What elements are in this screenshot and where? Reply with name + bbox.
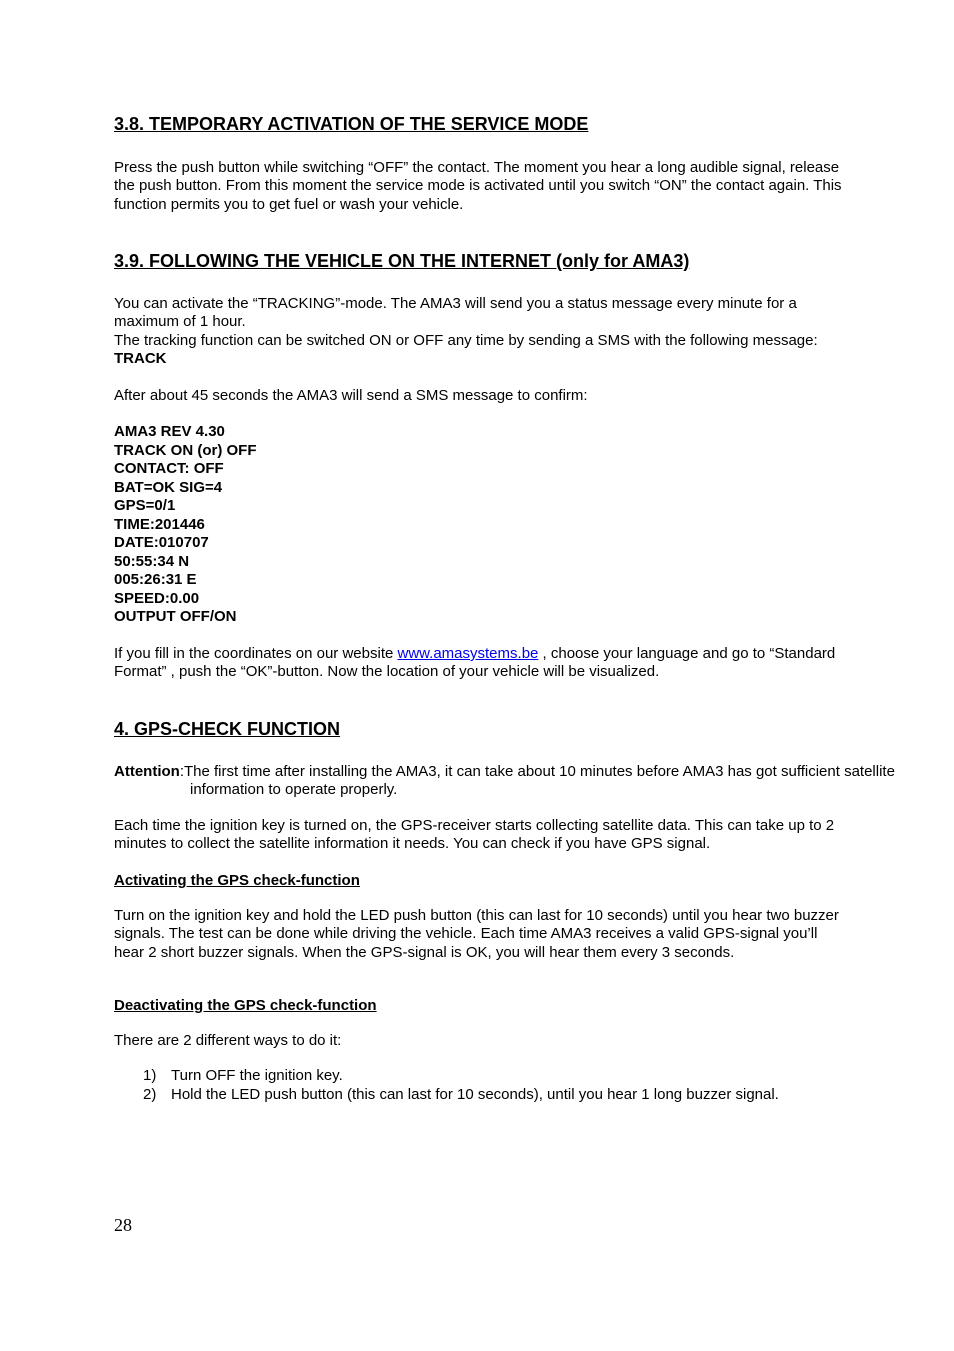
section-3-9-paragraph-2: After about 45 seconds the AMA3 will send a SMS message to confirm: — [114, 387, 588, 404]
section-4-paragraph-1: Each time the ignition key is turned on, the GPS-receiver starts collecting satellite data. This can take up to 2 minutes to collect the satellite information it needs. You can check if you have GPS signal. — [114, 817, 835, 853]
page-number: 28 — [114, 1215, 132, 1235]
status-line: 005:26:31 E — [114, 571, 197, 588]
status-line: TRACK ON (or) OFF — [114, 441, 257, 459]
website-intro-text: If you fill in the coordinates on our website — [114, 645, 398, 662]
status-line: DATE:010707 — [114, 534, 209, 551]
section-4-paragraph-2: Turn on the ignition key and hold the LED push button (this can last for 10 seconds) until you hear two buzzer signals. The test can be done while driving the vehicle. Each time AMA3 receives a valid GPS-signal you’ll hear 2 short buzzer signals. When the GPS-signal is OK, you will hear them every 3 seconds. — [114, 907, 839, 961]
tracking-switch-text: The tracking function can be switched ON or OFF any time by sending a SMS with the following message: — [114, 331, 818, 349]
website-instructions-text: , choose your language and go to “Standard Format” , push the “OK”-button. Now the location of your vehicle will be visualized. — [114, 645, 836, 681]
deactivating-subheading: Deactivating the GPS check-function — [114, 997, 377, 1014]
step-number: 1) — [143, 1067, 157, 1084]
section-4-paragraph-3: There are 2 different ways to do it: — [114, 1032, 342, 1049]
sms-status-message — [114, 423, 844, 627]
status-line: BAT=OK SIG=4 — [114, 478, 223, 496]
section-3-9-heading: 3.9. FOLLOWING THE VEHICLE ON THE INTERNET (only for AMA3) — [114, 251, 690, 271]
step-text: Turn OFF the ignition key. — [171, 1067, 343, 1084]
section-3-8-paragraph: Press the push button while switching “OFF” the contact. The moment you hear a long audible signal, release the push button. From this moment the service mode is activated until you switch “ON” the contact again. This function permits you to get fuel or wash your vehicle. — [114, 159, 842, 213]
section-3-8-heading: 3.8. TEMPORARY ACTIVATION OF THE SERVICE MODE — [114, 114, 589, 134]
activating-subheading: Activating the GPS check-function — [114, 872, 360, 889]
step-text: Hold the LED push button (this can last for 10 seconds), until you hear 1 long buzzer signal. — [171, 1085, 779, 1103]
tracking-intro-text: You can activate the “TRACKING”-mode. The AMA3 will send you a status message every minute for a maximum of 1 hour. — [114, 295, 797, 331]
status-line: GPS=0/1 — [114, 497, 176, 514]
track-command: TRACK — [114, 350, 167, 368]
status-line: AMA3 REV 4.30 — [114, 423, 225, 440]
attention-note — [114, 763, 920, 800]
deactivation-steps — [114, 1067, 844, 1104]
website-link[interactable]: www.amasystems.be — [397, 645, 539, 662]
list-item — [114, 1086, 844, 1105]
status-line: CONTACT: OFF — [114, 460, 224, 477]
section-3-9-paragraph-1 — [114, 295, 844, 369]
status-line: TIME:201446 — [114, 515, 205, 533]
section-4-heading: 4. GPS-CHECK FUNCTION — [114, 719, 341, 739]
attention-label: Attention — [114, 763, 180, 780]
attention-text: :The first time after installing the AMA3, it can take about 10 minutes before AMA3 has got sufficient satellite information to operate properly. — [179, 763, 895, 799]
status-line: 50:55:34 N — [114, 552, 190, 570]
status-line: OUTPUT OFF/ON — [114, 608, 237, 625]
status-line: SPEED:0.00 — [114, 589, 200, 607]
section-3-9-paragraph-3 — [114, 645, 844, 682]
step-number: 2) — [143, 1085, 157, 1103]
list-item — [114, 1067, 844, 1086]
